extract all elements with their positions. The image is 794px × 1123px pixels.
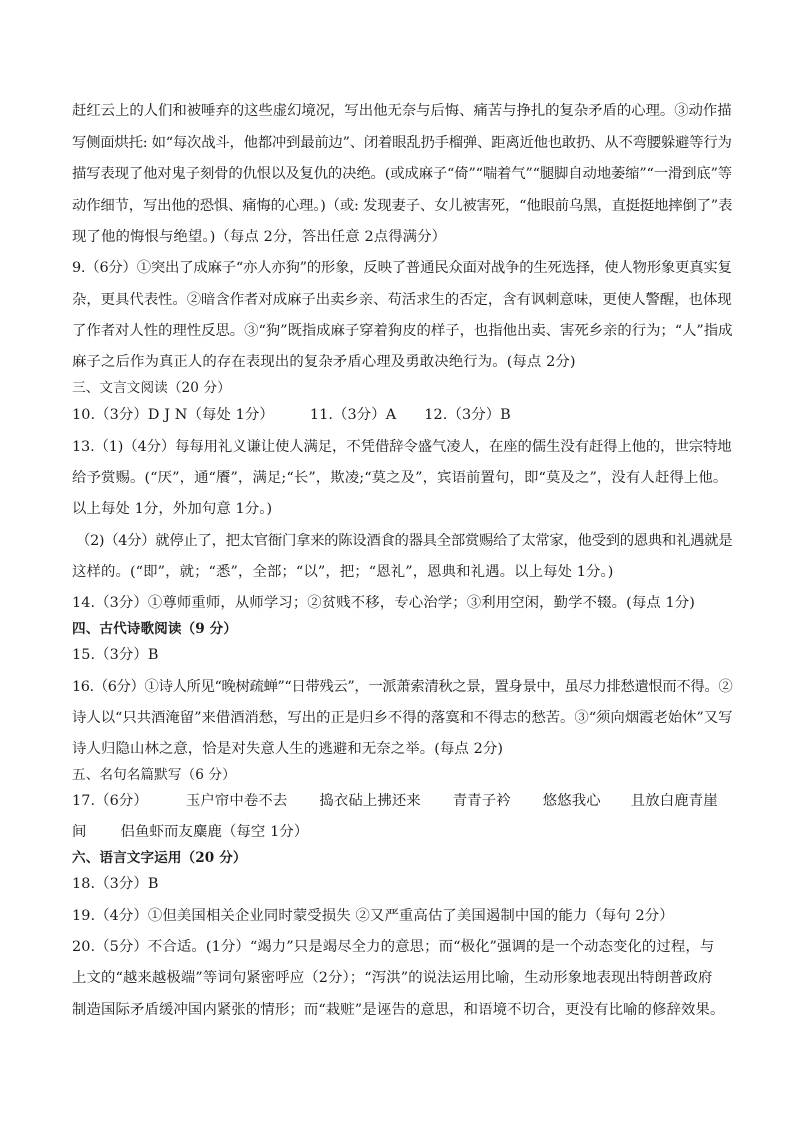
- answer-12: 12.（3分）B: [424, 407, 511, 423]
- text-line: 描写表现了他对鬼子刻骨的仇恨以及复仇的决绝。(或成麻子“倚”“喘着气”“腿脚自动地萎缩”“一滑到底”等: [72, 166, 732, 182]
- answer-16-line: 16.（6分）①诗人所见“晚树疏蝉”“日带残云”，一派萧索清秋之景，置身景中，虽尽力排愁遣恨而不得。②: [72, 679, 733, 695]
- answer-18-line: 18.（3分）B: [72, 876, 159, 892]
- text-line: 制造国际矛盾缓冲国内紧张的情形；而“栽赃”是诬告的意思，和语境不切合，更没有比喻的修辞效果。: [72, 1002, 725, 1018]
- section-heading-poetry: 四、古代诗歌阅读（9 分）: [72, 621, 238, 637]
- text-line: 以上每处 1分，外加句意 1分。): [72, 501, 273, 517]
- dictation-blank-1: 玉户帘中卷不去: [185, 793, 288, 809]
- dictation-blank-4: 悠悠我心: [542, 793, 601, 809]
- section-heading-language-use: 六、语言文字运用（20 分）: [72, 850, 247, 866]
- answer-13-1-line: 13.（1)（4分）每每用礼义谦让使人满足，不凭借辞令盛气凌人，在座的儒生没有赶得上他的，世宗特地: [72, 439, 732, 455]
- dictation-blank-5: 且放白鹿青崖: [630, 793, 718, 809]
- answer-11: 11.（3分）A: [309, 407, 397, 423]
- answer-19-line: 19.（4分）①但美国相关企业同时蒙受损失 ②又严重高估了美国遏制中国的能力（每句 2分）: [72, 908, 674, 924]
- text-line: 上文的“越来越极端”等词句紧密呼应（2分）；“泻洪”的说法运用比喻，生动形象地表现出特朗普政府: [72, 970, 713, 986]
- answer-17-continued-line: [72, 822, 308, 842]
- answer-13-2-line: （2)（4分）就停止了，把太官衙门拿来的陈设酒食的器具全部赏赐给了太常家，他受到的恩典和礼遇就是: [76, 533, 733, 549]
- text-line: 杂，更具代表性。②暗含作者对成麻子出卖乡亲、苟活求生的否定，含有讽刺意味，更使人警醒，也体现: [72, 292, 732, 308]
- answer-17-line: [72, 791, 718, 811]
- dictation-blank-2: 捣衣砧上拂还来: [319, 793, 421, 809]
- text-line: 这样的。(“即”，就；“悉”，全部；“以”，把；“恩礼”，恩典和礼遇。以上每处 1分。): [72, 564, 614, 580]
- text-line: 写侧面烘托: 如“每次战斗，他都冲到最前边”、闭着眼乱扔手榴弹、距离近他也敢扔、从不弯腰躲避等行为: [72, 135, 732, 151]
- dictation-blank-5-end: 间: [72, 824, 87, 840]
- text-line: 动作细节，写出他的恐惧、痛悔的心理。)（或: 发现妻子、女儿被害死，“他眼前乌黑，直挺挺地摔倒了”表: [72, 198, 733, 214]
- text-line: 了作者对人性的理性反思。③“狗”既指成麻子穿着狗皮的样子，也指他出卖、害死乡亲的行为；“人”指成: [72, 323, 733, 339]
- answer-17-label: 17.（6分）: [72, 793, 148, 809]
- section-heading-dictation: 五、名句名篇默写（6 分）: [72, 767, 236, 783]
- answer-9-line: 9.（6分）①突出了成麻子“亦人亦狗”的形象，反映了普通民众面对战争的生死选择，使人物形象更真实复: [72, 260, 732, 276]
- dictation-blank-6: 侣鱼虾而友麋鹿（每空 1分）: [120, 824, 309, 840]
- dictation-blank-3: 青青子衿: [452, 793, 511, 809]
- answer-14-line: 14.（3分）①尊师重师，从师学习；②贫贱不移，专心治学；③利用空闲，勤学不辍。(每点 1分): [72, 595, 695, 611]
- answer-15-line: 15.（3分）B: [72, 647, 159, 663]
- answer-10: 10.（3分）D J N（每处 1分）: [72, 407, 274, 423]
- answers-10-12-line: [72, 405, 511, 425]
- text-line: 诗人归隐山林之意，恰是对失意人生的逃避和无奈之举。(每点 2分): [72, 741, 504, 757]
- answer-20-line: 20.（5分）不合适。(1分）“竭力”只是竭尽全力的意思；而“极化”强调的是一个动态变化的过程，与: [72, 939, 715, 955]
- section-heading-classical-prose: 三、文言文阅读（20 分）: [72, 380, 231, 396]
- text-line: 给予赏赐。(“厌”，通“餍”，满足;“长”，欺凌;“莫之及”，宾语前置句，即“莫及之”，没有人赶得上他。: [72, 470, 728, 486]
- text-line: 诗人以“只共酒淹留”来借酒消愁，写出的正是归乡不得的落寞和不得志的愁苦。③“须向烟霞老始休”又写: [72, 710, 733, 726]
- text-line: 现了他的悔恨与绝望。)（每点 2分，答出任意 2点得满分）: [72, 229, 447, 245]
- text-line: 麻子之后作为真正人的存在表现出的复杂矛盾心理及勇敢决绝行为。(每点 2分): [72, 354, 576, 370]
- text-line: 赶红云上的人们和被唾弃的这些虚幻境况，写出他无奈与后悔、痛苦与挣扎的复杂矛盾的心理。③动作描: [72, 103, 732, 119]
